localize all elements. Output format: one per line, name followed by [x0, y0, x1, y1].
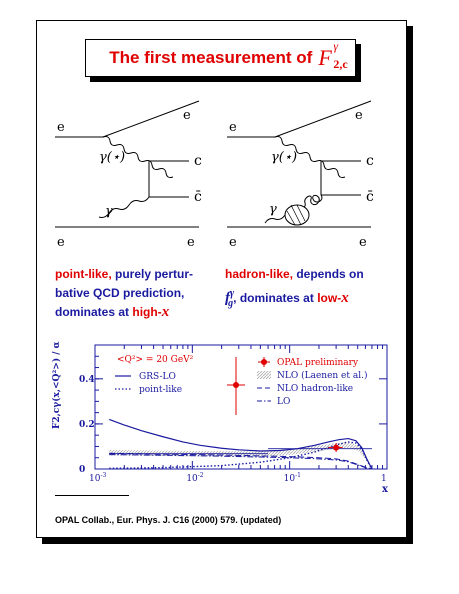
y-axis-label: F2,cγ(x,<Q²>) / α — [52, 341, 62, 429]
legend-hatch — [257, 371, 271, 379]
photon-label: γ — [269, 202, 277, 217]
x-tick-label: 1 — [381, 474, 387, 484]
gluon-density-sub: g — [228, 298, 234, 309]
photon-star-label: γ(⋆) — [271, 150, 298, 165]
x-tick-label: $10^{-3}$ — [89, 472, 107, 484]
title-box — [85, 39, 356, 77]
pointlike-description — [55, 265, 215, 322]
hadronlike-description — [225, 265, 395, 313]
pointlike-high: high- — [132, 305, 162, 319]
antiquark-label: c̄ — [366, 189, 374, 205]
lepton-label: e — [57, 120, 65, 135]
x-axis-label: x — [382, 484, 388, 495]
x-tick-label: $10^{-1}$ — [283, 472, 301, 484]
q2-annotation: <Q²> = 20 GeV² — [117, 355, 194, 365]
title-symbol-sup: γ — [333, 39, 339, 53]
gluon-density-sup: γ — [230, 288, 235, 299]
gluon-density-f: f — [225, 290, 230, 306]
legend-label: GRS-LO — [139, 372, 176, 382]
hadronlike-term: hadron-like, — [225, 267, 294, 281]
y-tick-label: 0 — [79, 465, 86, 475]
footnote-divider — [55, 495, 129, 496]
lepton-label: e — [359, 235, 367, 250]
chart-marks — [109, 419, 372, 469]
lepton-label: e — [187, 235, 195, 250]
hadronlike-text: , dominates at — [233, 291, 318, 305]
quark-label: c — [194, 153, 202, 169]
feynman-diagram-hadronlike — [223, 97, 393, 257]
title-text: The first measurement of — [109, 48, 313, 67]
hadronlike-text: depends on — [293, 267, 364, 281]
title-symbol-main: F — [318, 45, 332, 70]
x-variable: x — [341, 290, 349, 306]
y-tick-label: 0.4 — [79, 374, 95, 385]
feynman-diagram-pointlike — [51, 97, 221, 257]
photon-star-label: γ(⋆) — [99, 150, 126, 165]
f2c-chart — [47, 337, 397, 497]
pointlike-term: point-like, — [55, 267, 112, 281]
lepton-label: e — [183, 108, 191, 123]
title-symbol — [318, 39, 348, 71]
hadronlike-low: low- — [317, 291, 342, 305]
lepton-label: e — [355, 108, 363, 123]
lepton-label: e — [229, 235, 237, 250]
legend — [115, 357, 367, 415]
photon-label: γ — [105, 204, 113, 219]
pointlike-text: dominates at — [55, 305, 133, 319]
pointlike-text: bative QCD prediction, — [55, 286, 185, 300]
reference: OPAL Collab., Eur. Phys. J. C16 (2000) 579. (updated) — [55, 515, 282, 525]
legend-label: LO — [277, 397, 291, 407]
opal-data-point — [333, 445, 339, 451]
lepton-label: e — [57, 235, 65, 250]
legend-label: NLO (Laenen et al.) — [277, 371, 368, 381]
x-tick-label: $10^{-2}$ — [186, 472, 204, 484]
legend-label: OPAL preliminary — [277, 358, 359, 368]
pointlike-text: purely pertur- — [111, 267, 194, 281]
slide — [36, 20, 407, 538]
antiquark-label: c̄ — [194, 189, 202, 205]
gluon-density-symbol — [225, 288, 235, 309]
series-lo — [109, 455, 372, 469]
lepton-label: e — [229, 120, 237, 135]
quark-label: c — [366, 153, 374, 169]
y-tick-label: 0.2 — [79, 419, 95, 430]
legend-marker — [261, 359, 267, 365]
legend-marker-point — [233, 382, 239, 388]
title-symbol-sub: 2,c — [333, 57, 348, 71]
legend-label: NLO hadron-like — [277, 384, 354, 394]
x-variable: x — [161, 304, 170, 320]
legend-label: point-like — [139, 385, 183, 395]
